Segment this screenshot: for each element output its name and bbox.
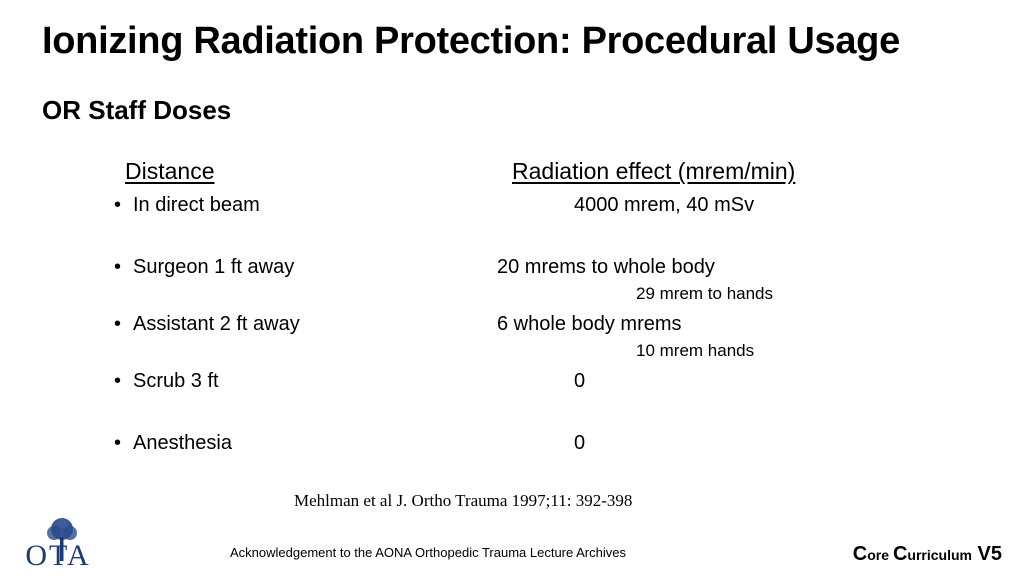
distance-assistant: • Assistant 2 ft away xyxy=(133,313,300,336)
distance-column-header: Distance xyxy=(125,158,215,184)
svg-text:OTA: OTA xyxy=(25,539,91,571)
effect-in-direct-beam: 4000 mrem, 40 mSv xyxy=(574,194,755,216)
effect-assistant: 6 whole body mrems xyxy=(497,313,682,335)
brand-c2: C xyxy=(892,543,908,565)
effect-column-header: Radiation effect (mrem/min) xyxy=(512,158,796,184)
core-curriculum-brand xyxy=(853,543,1002,566)
ota-logo xyxy=(16,515,100,571)
citation: Mehlman et al J. Ortho Trauma 1997;11: 392-398 xyxy=(294,491,633,510)
distance-scrub: • Scrub 3 ft xyxy=(133,370,219,393)
brand-urriculum: urriculum xyxy=(907,547,972,563)
distance-surgeon: • Surgeon 1 ft away xyxy=(133,256,294,279)
effect-anesthesia: 0 xyxy=(574,432,586,454)
effect-surgeon-hands: 29 mrem to hands xyxy=(636,284,774,303)
brand-version: V5 xyxy=(971,543,1002,565)
effect-surgeon: 20 mrems to whole body xyxy=(497,256,715,278)
slide-title: Ionizing Radiation Protection: Procedural Usage xyxy=(42,20,900,62)
distance-anesthesia: • Anesthesia xyxy=(133,432,232,455)
slide-subtitle: OR Staff Doses xyxy=(42,95,232,125)
distance-in-direct-beam: • In direct beam xyxy=(133,194,260,217)
effect-assistant-hands: 10 mrem hands xyxy=(636,341,755,360)
ota-logo-graphic xyxy=(16,515,100,571)
brand-ore: ore xyxy=(867,547,893,563)
acknowledgement-text: Acknowledgement to the AONA Orthopedic Trauma Lecture Archives xyxy=(230,545,626,560)
brand-c1: C xyxy=(852,543,868,565)
effect-scrub: 0 xyxy=(574,370,586,392)
